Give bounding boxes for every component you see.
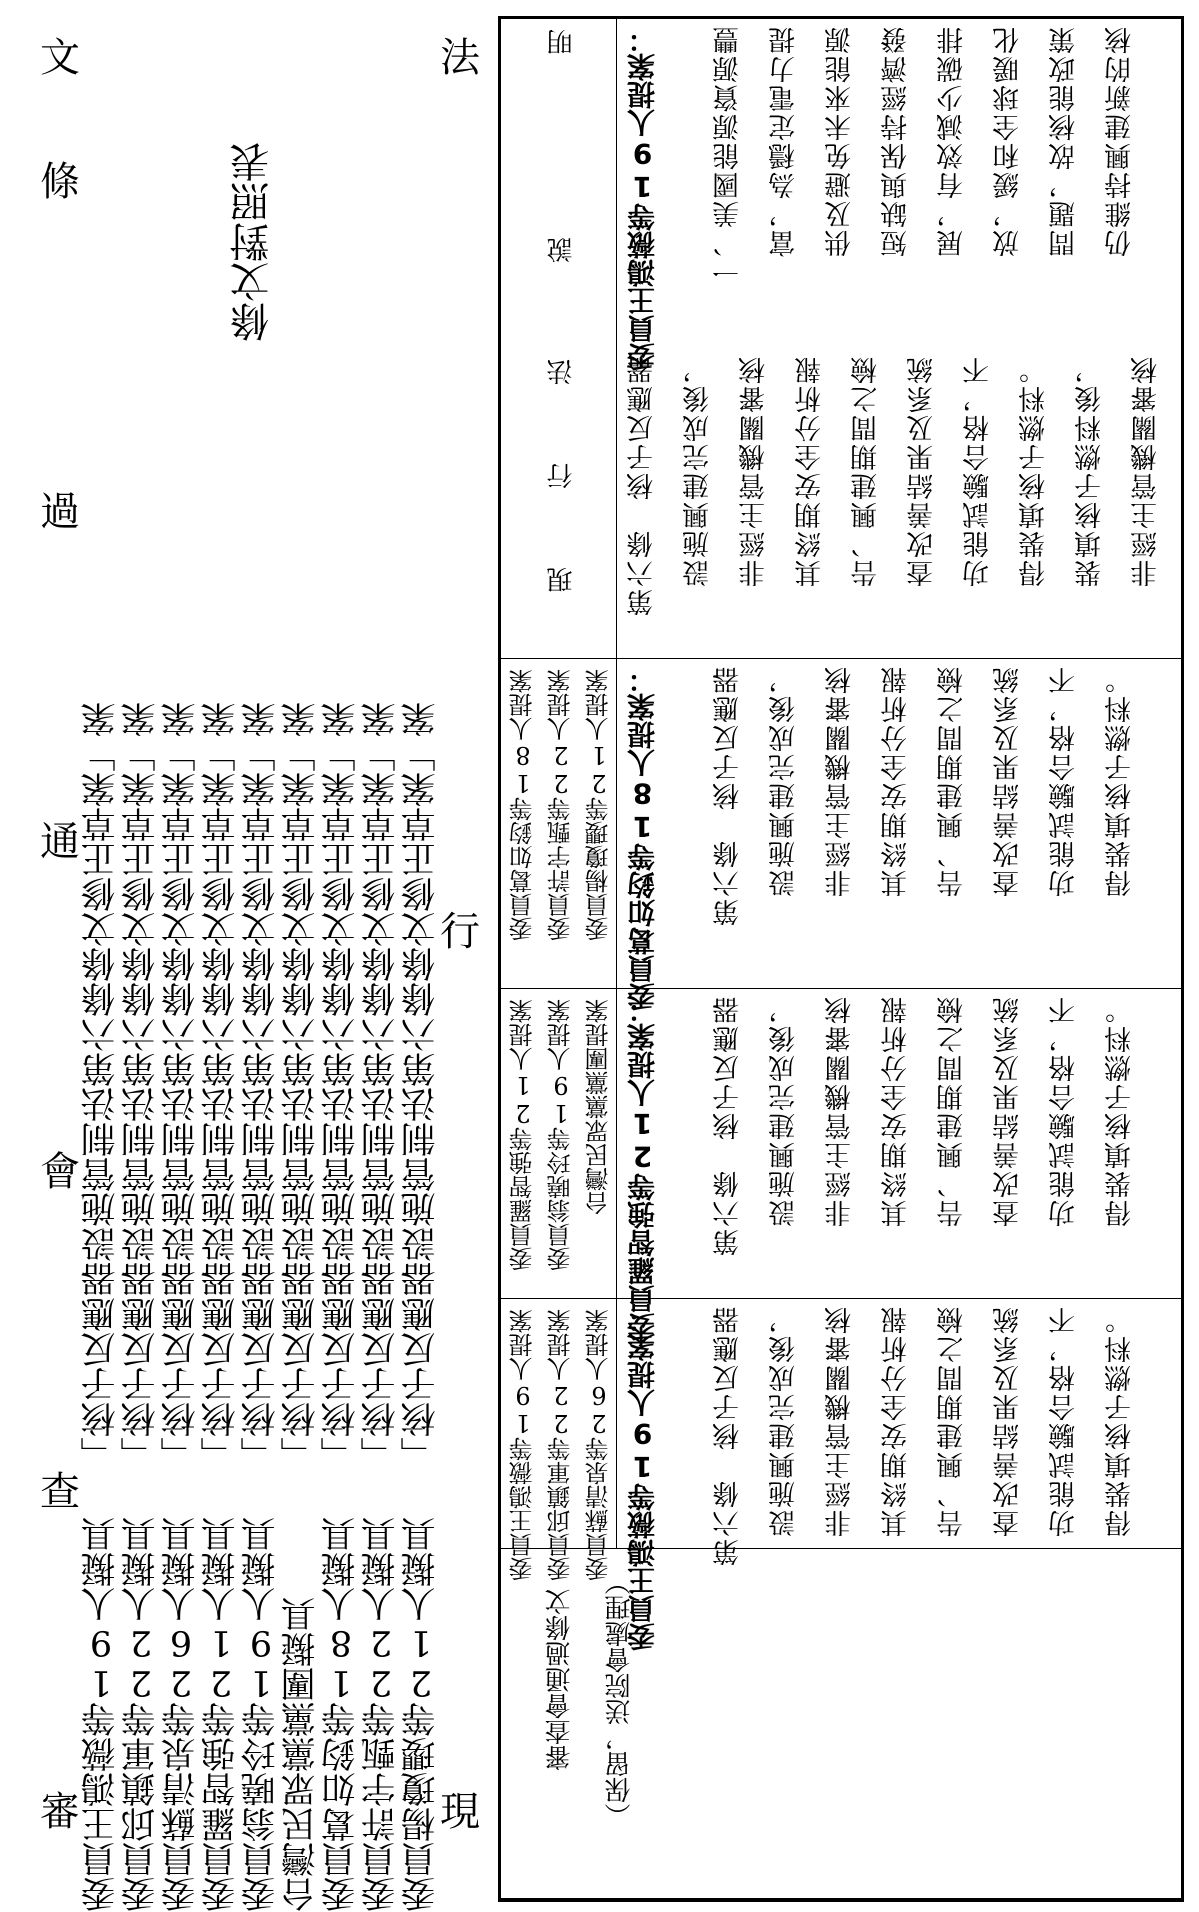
bill-title: 「核子反應器設施管制法第六條條文修正草案」案 bbox=[161, 702, 201, 1472]
body-line: 得裝填核子燃料。 bbox=[1105, 1305, 1136, 1537]
row-head-main: 現 行 法 bbox=[547, 359, 577, 593]
body-line: 非經主管機關審核 bbox=[825, 665, 856, 897]
body-line: 告、興建期間之檢 bbox=[851, 355, 882, 587]
body-line: 功能試驗合格，不 bbox=[963, 355, 994, 587]
row-head bbox=[501, 19, 617, 349]
body-line: 得裝填核子燃料。 bbox=[1105, 995, 1136, 1227]
body-line: 告、興建期間之檢 bbox=[937, 665, 968, 897]
body-line: 放，緩和全球暖化 bbox=[993, 25, 1024, 257]
row-head bbox=[501, 349, 617, 658]
body-line: 告、興建期間之檢 bbox=[937, 995, 968, 1227]
proposal-2: 委員許宇甄等22人提案 bbox=[547, 669, 575, 941]
table-row-explanation bbox=[501, 19, 1181, 371]
body-line: 查改善結果及系統 bbox=[993, 1305, 1024, 1537]
proposal-3: 委員楊瓊瓔等21人提案 bbox=[585, 669, 613, 941]
body-line: 第六條 核子反應器 bbox=[627, 355, 658, 616]
body-line: 得裝填核子燃料。 bbox=[1019, 355, 1050, 587]
body-line: 富，為穩定電力提 bbox=[769, 25, 800, 257]
bill-column-7 bbox=[322, 32, 360, 1912]
body-line: 功能試驗合格，不 bbox=[1049, 1305, 1080, 1537]
body-line: 第六條 核子反應器 bbox=[713, 995, 744, 1256]
bill-proposer: 委員翁曉玲等19人擬具 bbox=[241, 1517, 281, 1912]
body-title: 委員王鴻薇等19人提案： bbox=[626, 25, 659, 371]
row-head-sub: （保留，送院會處理） bbox=[605, 1569, 635, 1829]
body-line: 裝填核子燃料後， bbox=[1075, 355, 1106, 587]
comparison-table bbox=[498, 16, 1184, 1902]
header-char-7: 文 bbox=[40, 35, 80, 81]
body-line: 查改善結果及系統 bbox=[907, 355, 938, 587]
body-line: 其終期安全分析報 bbox=[881, 995, 912, 1227]
header-char-1: 審 bbox=[40, 1789, 80, 1835]
bill-column-3 bbox=[162, 32, 200, 1912]
table-row-proposal-1 bbox=[501, 1299, 1181, 1651]
body-title: 委員葛如鈞等18人提案： bbox=[626, 665, 659, 1011]
bill-proposer: 委員楊瓊瓔等21人擬具 bbox=[401, 1517, 441, 1912]
body-line: 問題，故核能政策 bbox=[1049, 25, 1080, 257]
bill-proposer: 台灣民眾黨黨團擬具 bbox=[281, 1597, 321, 1912]
body-line: 第六條 核子反應器 bbox=[713, 1305, 744, 1566]
proposal-2: 委員翁曉玲等19人提案 bbox=[547, 999, 575, 1271]
proposal-3: 台灣民眾黨黨團提案 bbox=[585, 999, 613, 1215]
proposal-2: 委員邱鎮軍等22人提案 bbox=[547, 1309, 575, 1581]
body-line: 非經主管機關審核 bbox=[739, 355, 770, 587]
bill-title: 「核子反應器設施管制法第六條條文修正草案」案 bbox=[401, 702, 441, 1472]
row-head-main: 說 明 bbox=[547, 29, 577, 263]
row-head bbox=[501, 1549, 1181, 1898]
proposal-3: 委員蘇清泉等26人提案 bbox=[585, 1309, 613, 1581]
bill-title: 「核子反應器設施管制法第六條條文修正草案」案 bbox=[81, 702, 121, 1472]
body-line: 告、興建期間之檢 bbox=[937, 1305, 968, 1537]
body-line: 非經主管機關審核 bbox=[825, 1305, 856, 1537]
row-head bbox=[501, 989, 617, 1298]
body-line: 設施興建完成後， bbox=[769, 995, 800, 1227]
row-head bbox=[501, 1299, 617, 1581]
body-line: 查改善結果及系統 bbox=[993, 995, 1024, 1227]
proposal-1: 委員葛如鈞等18人提案 bbox=[509, 669, 537, 941]
body-line: 查改善結果及系統 bbox=[993, 665, 1024, 897]
bill-column-1 bbox=[82, 32, 120, 1912]
bill-column-8 bbox=[362, 32, 400, 1912]
header-char-4: 通 bbox=[40, 819, 80, 865]
body-line: 一、美國能源資源豐 bbox=[713, 25, 744, 286]
body-line: 設施興建完成後， bbox=[769, 1305, 800, 1537]
proposal-1: 委員王鴻薇等19人提案 bbox=[509, 1309, 537, 1581]
header-char-6: 條 bbox=[40, 159, 80, 205]
row-head bbox=[501, 659, 617, 988]
body-line: 功能試驗合格，不 bbox=[1049, 995, 1080, 1227]
bill-proposer: 委員葛如鈞等18人擬具 bbox=[321, 1517, 361, 1912]
row-head-main: 審查會通過條文 bbox=[545, 1589, 575, 1771]
table-row-proposal-3 bbox=[501, 659, 1181, 1011]
proposal-1: 委員羅智強等21人提案 bbox=[509, 999, 537, 1271]
footer-char-3: 法 bbox=[440, 35, 480, 81]
body-title: 委員羅智強等21人提案： bbox=[626, 995, 659, 1341]
body-line: 短缺與保持經濟發 bbox=[881, 25, 912, 257]
bill-title: 「核子反應器設施管制法第六條條文修正草案」案 bbox=[361, 702, 401, 1472]
page-title: 條文對照表 bbox=[230, 142, 276, 342]
bill-column-9 bbox=[402, 32, 440, 1912]
row-body bbox=[617, 349, 1181, 658]
bill-title: 「核子反應器設施管制法第六條條文修正草案」案 bbox=[121, 702, 161, 1472]
body-line: 其終期安全分析報 bbox=[881, 665, 912, 897]
header-char-3: 會 bbox=[40, 1149, 80, 1195]
bill-title: 「核子反應器設施管制法第六條條文修正草案」案 bbox=[241, 702, 281, 1472]
header-char-5: 過 bbox=[40, 489, 80, 535]
body-line: 設施興建完成後， bbox=[769, 665, 800, 897]
body-line: 非經主管機關審核 bbox=[1131, 355, 1162, 587]
body-line: 展，有效減少碳排 bbox=[937, 25, 968, 257]
body-line: 其終期安全分析報 bbox=[881, 1305, 912, 1537]
body-line: 供及避免未來能源 bbox=[825, 25, 856, 257]
table-row-proposal-2 bbox=[501, 989, 1181, 1341]
body-line: 設施興建完成後， bbox=[683, 355, 714, 587]
bill-column-2 bbox=[122, 32, 160, 1912]
body-line: 功能試驗合格，不 bbox=[1049, 665, 1080, 897]
body-line: 仍維持興建新的核 bbox=[1105, 25, 1136, 257]
row-body bbox=[617, 19, 1181, 371]
footer-char-2: 行 bbox=[440, 909, 480, 955]
row-body bbox=[617, 1299, 1181, 1651]
body-line: 非經主管機關審核 bbox=[825, 995, 856, 1227]
bill-proposer: 委員羅智強等21人擬具 bbox=[201, 1517, 241, 1912]
body-title: 委員王鴻薇等19人提案： bbox=[626, 1305, 659, 1651]
bill-proposer: 委員許宇甄等22人擬具 bbox=[361, 1517, 401, 1912]
bill-title: 「核子反應器設施管制法第六條條文修正草案」案 bbox=[281, 702, 321, 1472]
table-row-review bbox=[501, 1549, 1181, 1899]
bill-proposer: 委員蘇清泉等26人擬具 bbox=[161, 1517, 201, 1912]
row-body bbox=[617, 989, 1181, 1341]
bill-title: 「核子反應器設施管制法第六條條文修正草案」案 bbox=[201, 702, 241, 1472]
bill-title: 「核子反應器設施管制法第六條條文修正草案」案 bbox=[321, 702, 361, 1472]
footer-char-1: 現 bbox=[440, 1789, 480, 1835]
body-line: 其終期安全分析報 bbox=[795, 355, 826, 587]
bill-proposer: 委員邱鎮軍等22人擬具 bbox=[121, 1517, 161, 1912]
body-line: 得裝填核子燃料。 bbox=[1105, 665, 1136, 897]
body-line: 第六條 核子反應器 bbox=[713, 665, 744, 926]
row-body bbox=[617, 659, 1181, 1011]
bill-column-6 bbox=[282, 32, 320, 1912]
header-char-2: 查 bbox=[40, 1469, 80, 1515]
bill-proposer: 委員王鴻薇等19人擬具 bbox=[81, 1517, 121, 1912]
table-row-current-law bbox=[501, 349, 1181, 659]
